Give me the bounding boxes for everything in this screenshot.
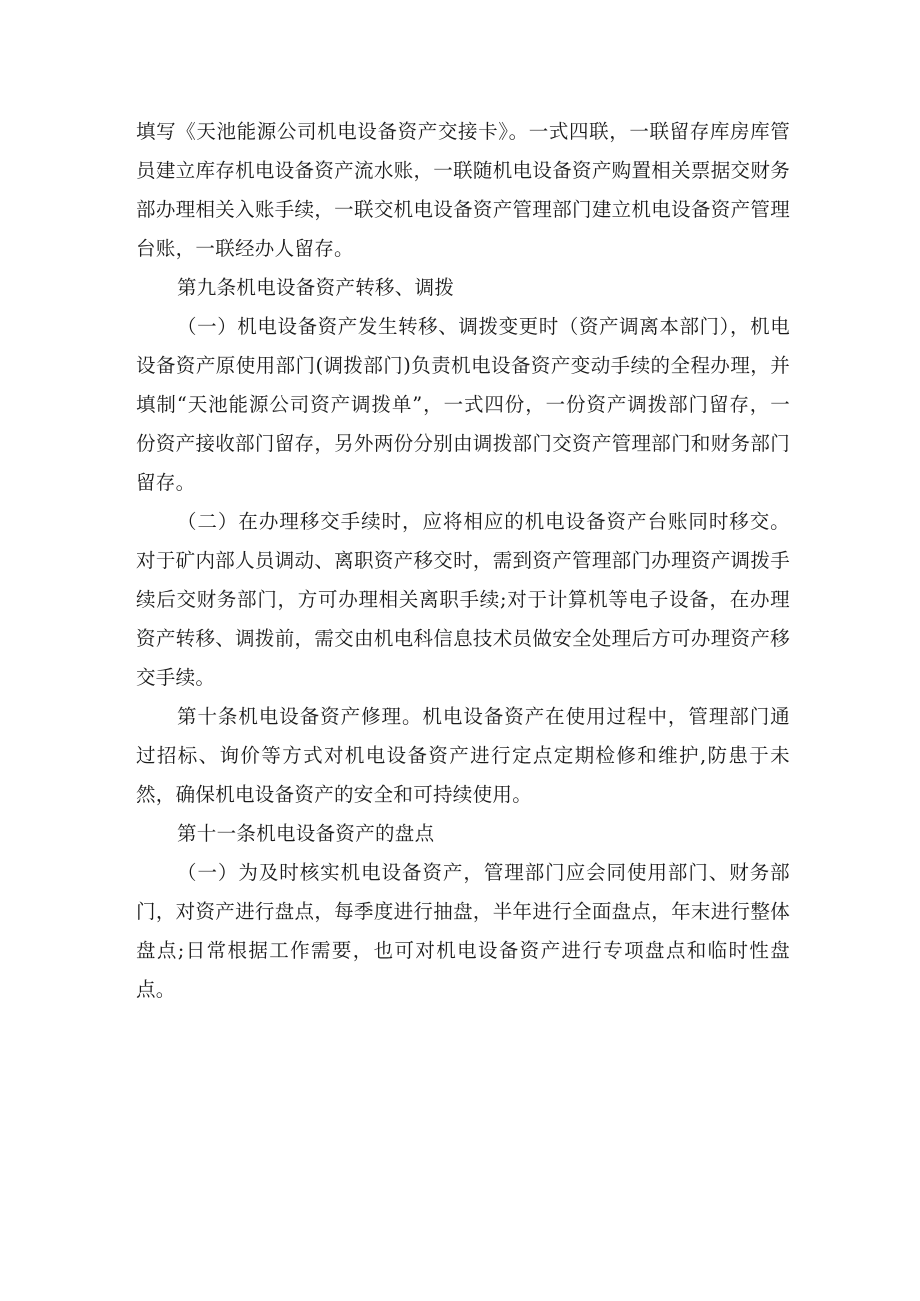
paragraph-transfer-1: （一）机电设备资产发生转移、调拨变更时（资产调离本部门），机电设备资产原使用部门(调拨部门)负责机电设备资产变动手续的全程办理，并填制“天池能源公司资产调拨单”，一式四份，一份资产调拨部门留存，一份资产接收部门留存，另外两份分别由调拨部门交资产管理部门和财务部门留存。 bbox=[136, 315, 790, 494]
article-10-repair: 第十条机电设备资产修理。机电设备资产在使用过程中，管理部门通过招标、询价等方式对机电设备资产进行定点定期检修和维护,防患于未然，确保机电设备资产的安全和可持续使用。 bbox=[136, 705, 790, 806]
paragraph-transfer-2: （二）在办理移交手续时，应将相应的机电设备资产台账同时移交。对于矿内部人员调动、离职资产移交时，需到资产管理部门办理资产调拨手续后交财务部门，方可办理相关离职手续;对于计算机等电子设备，在办理资产转移、调拨前，需交由机电科信息技术员做安全处理后方可办理资产移交手续。 bbox=[136, 510, 790, 689]
paragraph-handover-card: 填写《天池能源公司机电设备资产交接卡》。一式四联，一联留存库房库管员建立库存机电设备资产流水账，一联随机电设备资产购置相关票据交财务部办理相关入账手续，一联交机电设备资产管理部门建立机电设备资产管理台账，一联经办人留存。 bbox=[136, 120, 790, 260]
document-page bbox=[136, 112, 790, 1009]
article-9-heading: 第九条机电设备资产转移、调拨 bbox=[177, 276, 455, 299]
paragraph-inventory-1: （一）为及时核实机电设备资产，管理部门应会同使用部门、财务部门，对资产进行盘点，每季度进行抽盘，半年进行全面盘点，年末进行整体盘点;日常根据工作需要，也可对机电设备资产进行专项盘点和临时性盘点。 bbox=[136, 861, 790, 1001]
article-11-heading: 第十一条机电设备资产的盘点 bbox=[177, 822, 435, 845]
